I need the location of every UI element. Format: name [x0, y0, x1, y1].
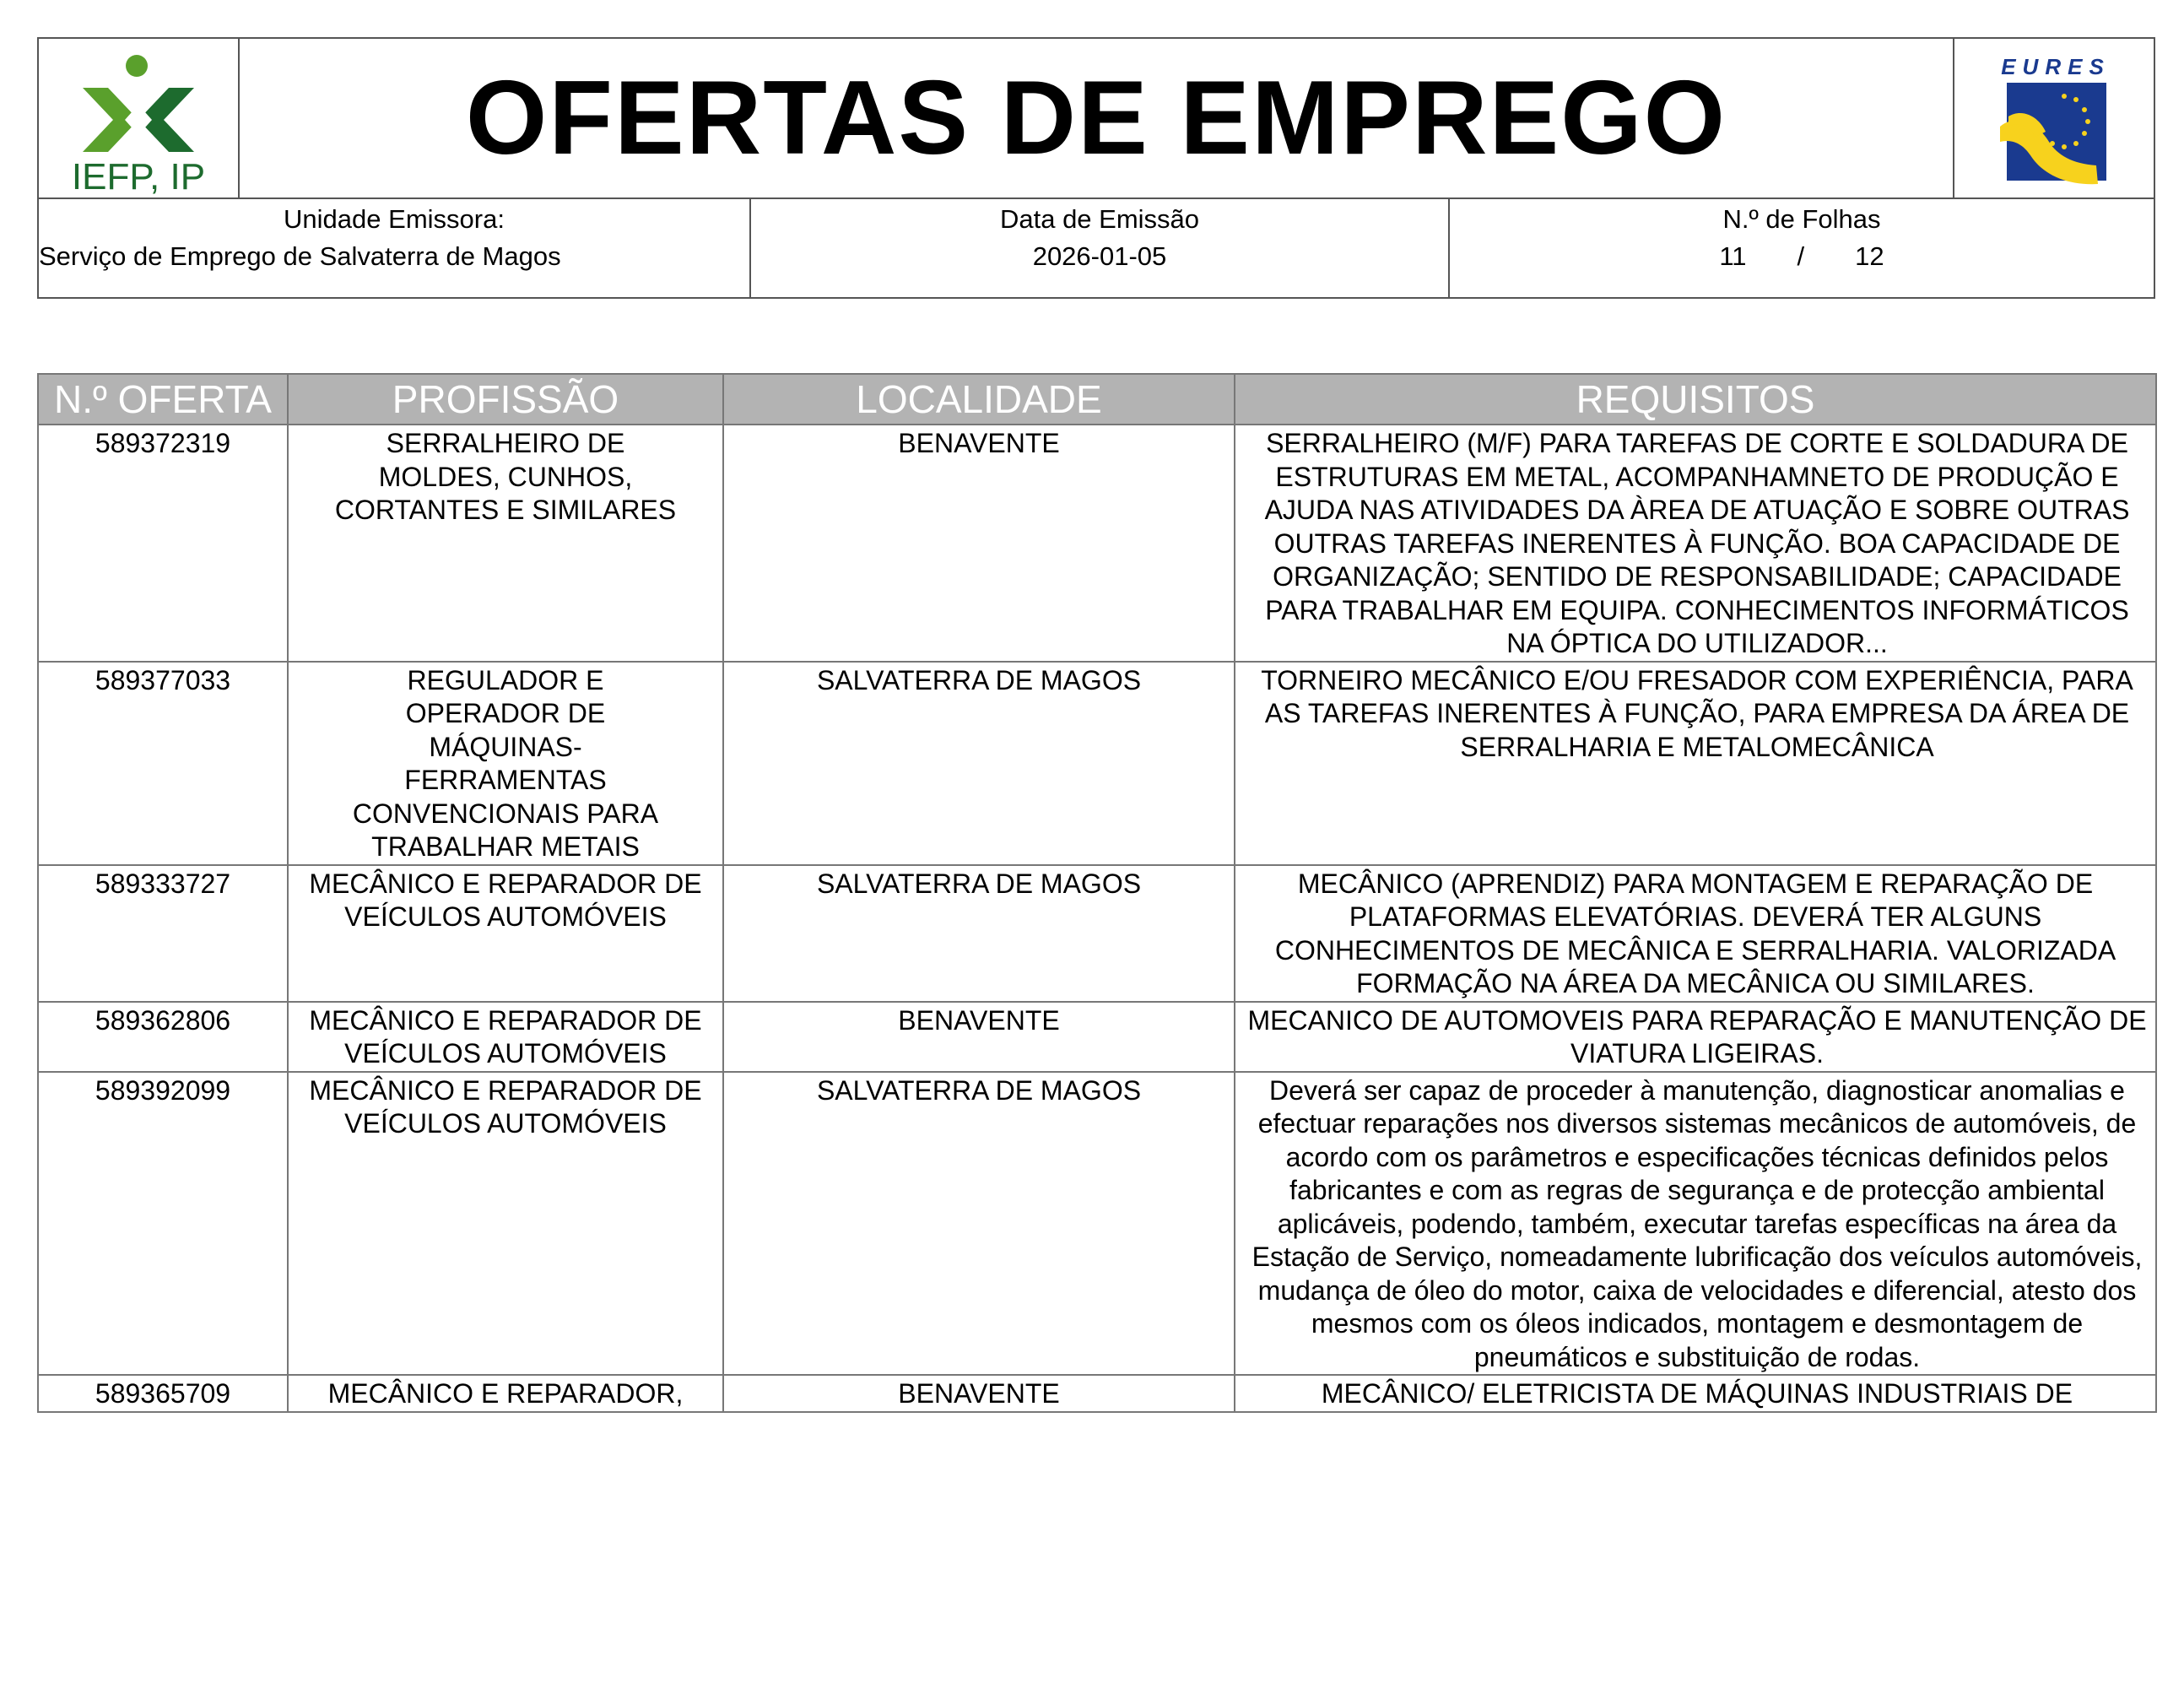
offer-profession: SERRALHEIRO DE MOLDES, CUNHOS, CORTANTES E SIMILARES: [288, 425, 723, 662]
eures-logo: [1953, 39, 2154, 197]
sheet-count: [1448, 197, 2154, 297]
document-header: [37, 37, 2155, 199]
document-meta: [37, 197, 2155, 299]
table-row: [38, 1072, 2156, 1376]
table-row: [38, 425, 2156, 662]
offer-profession: MECÂNICO E REPARADOR DE VEÍCULOS AUTOMÓVEIS: [288, 1002, 723, 1072]
eures-logo-icon: [1954, 39, 2154, 197]
offer-number: 589333727: [38, 865, 288, 1002]
offer-requirements: TORNEIRO MECÂNICO E/OU FRESADOR COM EXPERIÊNCIA, PARA AS TAREFAS INERENTES À FUNÇÃO, PARA EMPRESA DA ÁREA DE SERRALHARIA E METALOMECÂNICA: [1235, 662, 2156, 865]
column-header-requisitos: REQUISITOS: [1235, 374, 2156, 425]
table-header-row: [38, 374, 2156, 425]
column-header-oferta: N.º OFERTA: [38, 374, 288, 425]
issue-date-value: 2026-01-05: [1032, 241, 1167, 271]
sheet-total: 12: [1855, 241, 1884, 271]
sheet-count-value: [1719, 238, 1884, 275]
sheet-current: 11: [1719, 241, 1747, 271]
offer-requirements: Deverá ser capaz de proceder à manutenção, diagnosticar anomalias e efectuar reparações nos diversos sistemas mecânicos de automóveis, de acordo com os parâmetros e especificações técnicas definidos pelos fabricantes e com as regras de segurança e de protecção ambiental aplicáveis, podendo, também, executar tarefas específicas na área da Estação de Serviço, nomeadamente lubrificação dos veículos automóveis, mudança de óleo do motor, caixa de velocidades e diferencial, atesto dos mesmos com os óleos indicados, montagem e desmontagem de pneumáticos e substituição de rodas.: [1235, 1072, 2156, 1376]
issue-date: [749, 197, 1448, 297]
table-row: [38, 662, 2156, 865]
offer-requirements: MECÂNICO (APRENDIZ) PARA MONTAGEM E REPARAÇÃO DE PLATAFORMAS ELEVATÓRIAS. DEVERÁ TER ALGUNS CONHECIMENTOS DE MECÂNICA E SERRALHARIA. VALORIZADA FORMAÇÃO NA ÁREA DA MECÂNICA OU SIMILARES.: [1235, 865, 2156, 1002]
table-row: [38, 1375, 2156, 1412]
offer-requirements: MECÂNICO/ ELETRICISTA DE MÁQUINAS INDUSTRIAIS DE: [1235, 1375, 2156, 1412]
offer-profession: MECÂNICO E REPARADOR DE VEÍCULOS AUTOMÓVEIS: [288, 1072, 723, 1376]
offer-location: SALVATERRA DE MAGOS: [723, 662, 1235, 865]
offer-profession: MECÂNICO E REPARADOR,: [288, 1375, 723, 1412]
table-row: [38, 1002, 2156, 1072]
job-offers-table: [37, 373, 2157, 1413]
offer-location: BENAVENTE: [723, 1002, 1235, 1072]
iefp-logo: [39, 39, 240, 197]
eures-logo-text: EURES: [2001, 54, 2111, 79]
offer-requirements: SERRALHEIRO (M/F) PARA TAREFAS DE CORTE E SOLDADURA DE ESTRUTURAS EM METAL, ACOMPANHAMNETO DE PRODUÇÃO E AJUDA NAS ATIVIDADES DA ÀREA DE ATUAÇÃO E SOBRE OUTRAS OUTRAS TAREFAS INERENTES À FUNÇÃO. BOA CAPACIDADE DE ORGANIZAÇÃO; SENTIDO DE RESPONSABILIDADE; CAPACIDADE PARA TRABALHAR EM EQUIPA. CONHECIMENTOS INFORMÁTICOS NA ÓPTICA DO UTILIZADOR...: [1235, 425, 2156, 662]
offer-number: 589372319: [38, 425, 288, 662]
offer-location: BENAVENTE: [723, 1375, 1235, 1412]
column-header-profissao: PROFISSÃO: [288, 374, 723, 425]
offer-profession: REGULADOR E OPERADOR DE MÁQUINAS-FERRAMENTAS CONVENCIONAIS PARA TRABALHAR METAIS: [288, 662, 723, 865]
offer-number: 589377033: [38, 662, 288, 865]
offer-location: SALVATERRA DE MAGOS: [723, 1072, 1235, 1376]
offer-requirements: MECANICO DE AUTOMOVEIS PARA REPARAÇÃO E MANUTENÇÃO DE VIATURA LIGEIRAS.: [1235, 1002, 2156, 1072]
issuing-unit-label: Unidade Emissora:: [284, 204, 505, 234]
page-title: OFERTAS DE EMPREGO: [465, 60, 1727, 176]
sheet-separator: /: [1797, 241, 1805, 271]
issuing-unit-value: Serviço de Emprego de Salvaterra de Magos: [39, 241, 561, 271]
offer-profession: MECÂNICO E REPARADOR DE VEÍCULOS AUTOMÓVEIS: [288, 865, 723, 1002]
issue-date-label: Data de Emissão: [999, 204, 1200, 234]
offer-location: BENAVENTE: [723, 425, 1235, 662]
offer-number: 589362806: [38, 1002, 288, 1072]
offer-number: 589392099: [38, 1072, 288, 1376]
offer-location: SALVATERRA DE MAGOS: [723, 865, 1235, 1002]
column-header-localidade: LOCALIDADE: [723, 374, 1235, 425]
issuing-unit: [39, 197, 749, 297]
sheet-count-label: N.º de Folhas: [1722, 204, 1881, 234]
table-row: [38, 865, 2156, 1002]
iefp-logo-text: IEFP, IP: [71, 156, 206, 197]
iefp-logo-icon: [39, 39, 238, 197]
offer-number: 589365709: [38, 1375, 288, 1412]
